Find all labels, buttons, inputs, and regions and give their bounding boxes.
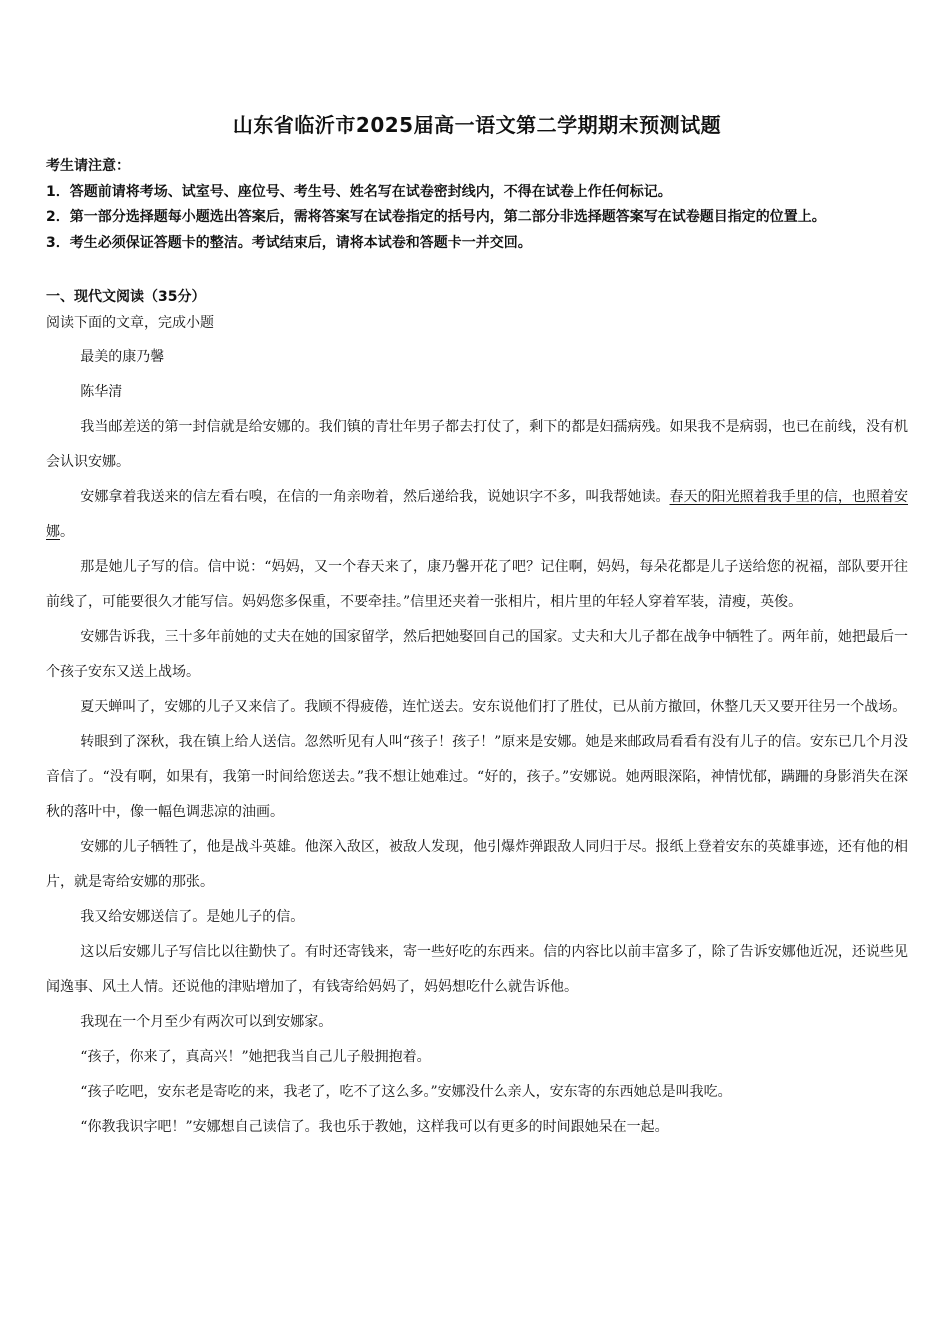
paragraph-9: 这以后安娜儿子写信比以往勤快了。有时还寄钱来，寄一些好吃的东西来。信的内容比以前丰富多了，除了告诉安娜他近况，还说些见闻逸事、风土人情。还说他的津贴增加了，有钱寄给妈妈了，妈妈想吃什么就告诉他。: [46, 944, 908, 995]
paragraph-2: [46, 480, 908, 550]
paragraph-8: 我又给安娜送信了。是她儿子的信。: [80, 909, 305, 925]
paragraph-3: 那是她儿子写的信。信中说：“妈妈，又一个春天来了，康乃馨开花了吧？记住啊，妈妈，每朵花都是儿子送给您的祝福，部队要开往前线了，可能要很久才能写信。妈妈您多保重，不要牵挂。”信里还夹着一张相片，相片里的年轻人穿着军装，清瘦，英俊。: [46, 559, 908, 610]
paragraph-4: 安娜告诉我，三十多年前她的丈夫在她的国家留学，然后把她娶回自己的国家。丈夫和大儿子都在战争中牺牲了。两年前，她把最后一个孩子安东又送上战场。: [46, 629, 908, 680]
article-author: 陈华清: [80, 384, 123, 400]
paragraph-2-text: 安娜拿着我送来的信左看右嗅，在信的一角亲吻着，然后递给我，说她识字不多，叫我帮她读。: [80, 489, 670, 505]
paragraph-13: “你教我识字吧！”安娜想自己读信了。我也乐于教她，这样我可以有更多的时间跟她呆在一起。: [80, 1119, 669, 1135]
notice-heading: 考生请注意：: [46, 158, 130, 174]
paragraph-6: 转眼到了深秋，我在镇上给人送信。忽然听见有人叫“孩子！孩子！”原来是安娜。她是来邮政局看看有没有儿子的信。安东已几个月没音信了。“没有啊，如果有，我第一时间给您送去。”我不想让她难过。“好的，孩子。”安娜说。她两眼深陷，神情忧郁，蹒跚的身影消失在深秋的落叶中，像一幅色调悲凉的油画。: [46, 734, 908, 820]
notice-item-1: 1．答题前请将考场、试室号、座位号、考生号、姓名写在试卷密封线内，不得在试卷上作任何标记。: [46, 183, 672, 200]
paragraph-10: 我现在一个月至少有两次可以到安娜家。: [80, 1014, 333, 1030]
paragraph-12: “孩子吃吧，安东老是寄吃的来，我老了，吃不了这么多。”安娜没什么亲人，安东寄的东西她总是叫我吃。: [80, 1084, 732, 1100]
paragraph-2-end: 。: [60, 524, 74, 540]
reading-instruction: 阅读下面的文章，完成小题: [46, 315, 214, 331]
section-heading: 一、现代文阅读（35分）: [46, 289, 206, 305]
page-title: 山东省临沂市2025届高一语文第二学期期末预测试题: [232, 113, 722, 137]
paragraph-1: 我当邮差送的第一封信就是给安娜的。我们镇的青壮年男子都去打仗了，剩下的都是妇孺病残。如果我不是病弱，也已在前线，没有机会认识安娜。: [46, 419, 908, 470]
paragraph-7: 安娜的儿子牺牲了，他是战斗英雄。他深入敌区，被敌人发现，他引爆炸弹跟敌人同归于尽。报纸上登着安东的英雄事迹，还有他的相片，就是寄给安娜的那张。: [46, 839, 908, 890]
notice-item-2: 2．第一部分选择题每小题选出答案后，需将答案写在试卷指定的括号内，第二部分非选择题答案写在试卷题目指定的位置上。: [46, 209, 826, 225]
notice-item-3: 3．考生必须保证答题卡的整洁。考试结束后，请将本试卷和答题卡一并交回。: [46, 234, 532, 251]
underlined-sentence: 春天的阳光照着我手里的信，也照着安娜: [46, 489, 909, 540]
reading-passage: [46, 310, 908, 1145]
exam-page: [46, 110, 908, 1145]
article-title: 最美的康乃馨: [80, 349, 165, 365]
paragraph-11: “孩子，你来了，真高兴！”她把我当自己儿子般拥抱着。: [80, 1049, 431, 1065]
candidate-notice: [46, 154, 908, 256]
paragraph-5: 夏天蝉叫了，安娜的儿子又来信了。我顾不得疲倦，连忙送去。安东说他们打了胜仗，已从前方撤回，休整几天又要开往另一个战场。: [80, 699, 907, 715]
